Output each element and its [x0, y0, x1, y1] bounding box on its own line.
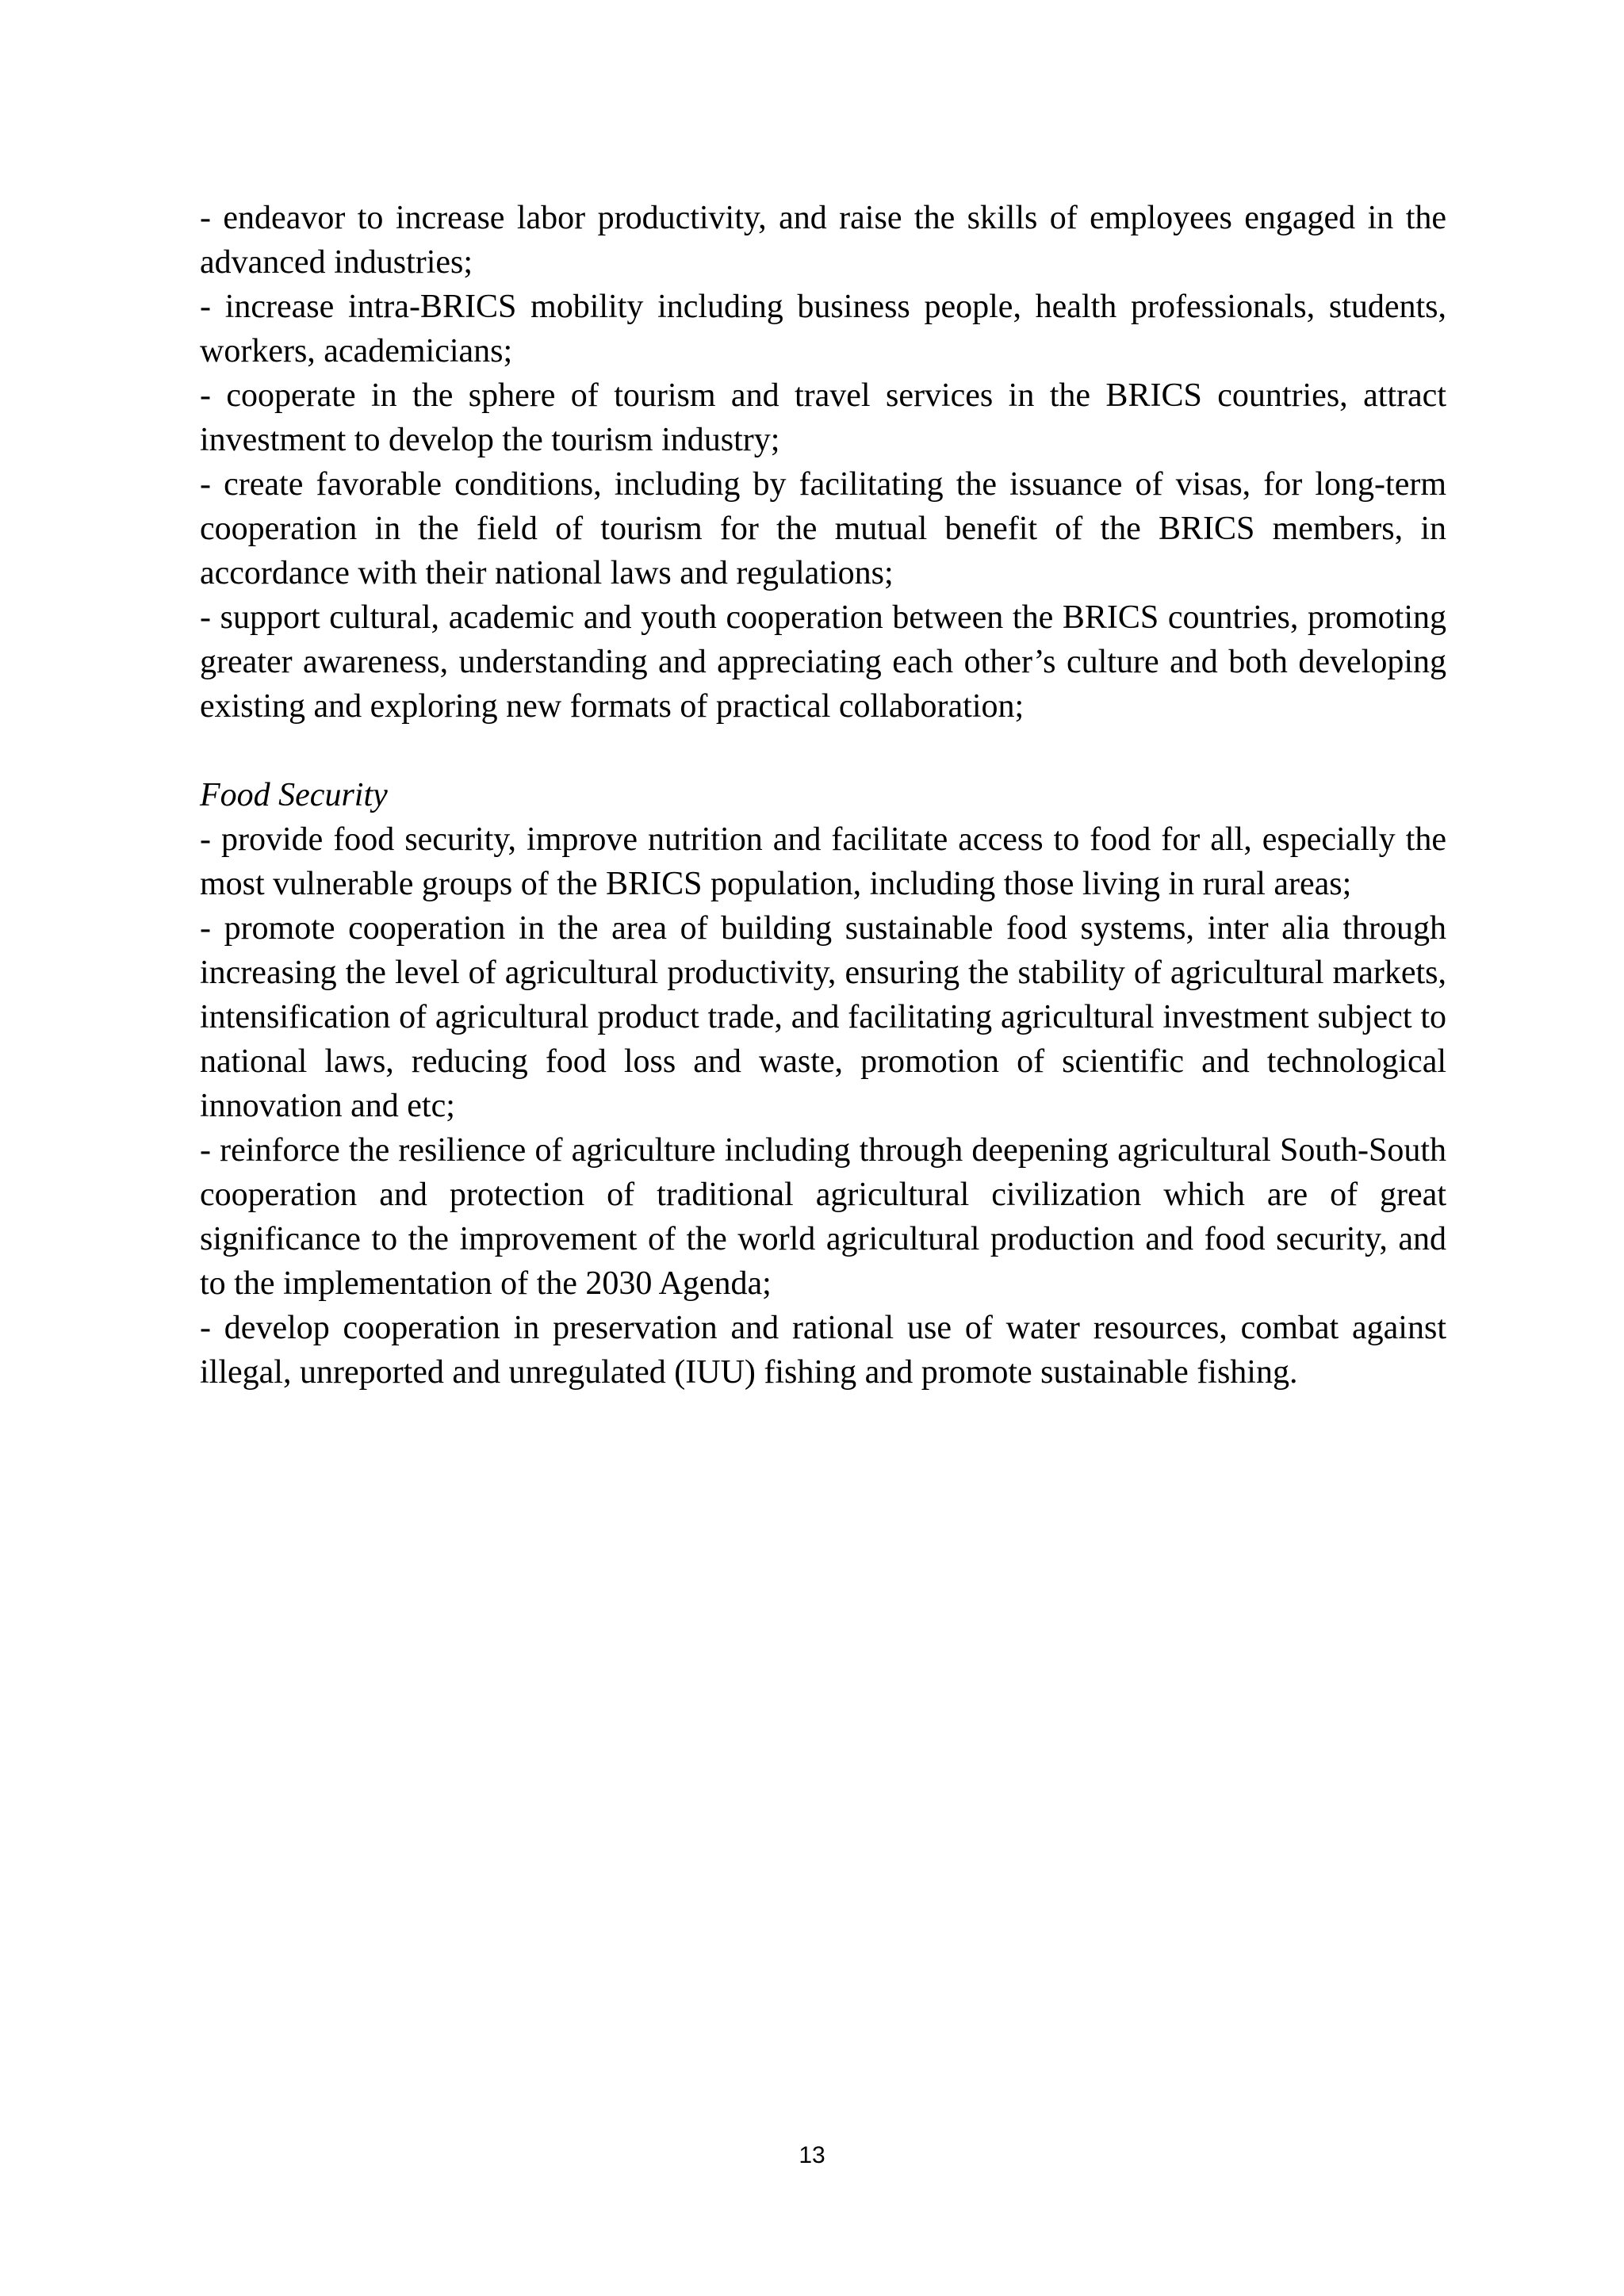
list-item: - reinforce the resilience of agriculture including through deepening agricultural South-South cooperation and protection of traditional agricultural civilization which are of great significance to the improvement of the world agricultural production and food security, and to the implementation of the 2030 Agenda;: [200, 1132, 1446, 1302]
page-number: 13: [799, 2142, 825, 2168]
food-security-section: [200, 773, 1446, 1395]
page-body: [200, 196, 1446, 1395]
list-item: - create favorable conditions, including by facilitating the issuance of visas, for long-term cooperation in the field of tourism for the mutual benefit of the BRICS members, in accordance with their national laws and regulations;: [200, 466, 1446, 591]
list-item: - cooperate in the sphere of tourism and travel services in the BRICS countries, attract investment to develop the tourism industry;: [200, 377, 1446, 458]
list-item: - provide food security, improve nutrition and facilitate access to food for all, especially the most vulnerable groups of the BRICS population, including those living in rural areas;: [200, 821, 1446, 902]
list-item: - develop cooperation in preservation and rational use of water resources, combat against illegal, unreported and unregulated (IUU) fishing and promote sustainable fishing.: [200, 1310, 1446, 1391]
list-item: - promote cooperation in the area of building sustainable food systems, inter alia through increasing the level of agricultural productivity, ensuring the stability of agricultural markets, intensification of agricultural product trade, and facilitating agricultural investment subject to national laws, reducing food loss and waste, promotion of scientific and technological innovation and etc;: [200, 910, 1446, 1124]
section-heading: Food Security: [200, 777, 388, 813]
list-item: - endeavor to increase labor productivity, and raise the skills of employees engaged in the advanced industries;: [200, 200, 1446, 281]
list-item: - support cultural, academic and youth cooperation between the BRICS countries, promoting greater awareness, understanding and appreciating each other’s culture and both developing existing and exploring new formats of practical collaboration;: [200, 599, 1446, 725]
section-spacer: [200, 729, 1446, 773]
list-section-1: [200, 196, 1446, 729]
list-item: - increase intra-BRICS mobility including business people, health professionals, students, workers, academicians;: [200, 289, 1446, 369]
